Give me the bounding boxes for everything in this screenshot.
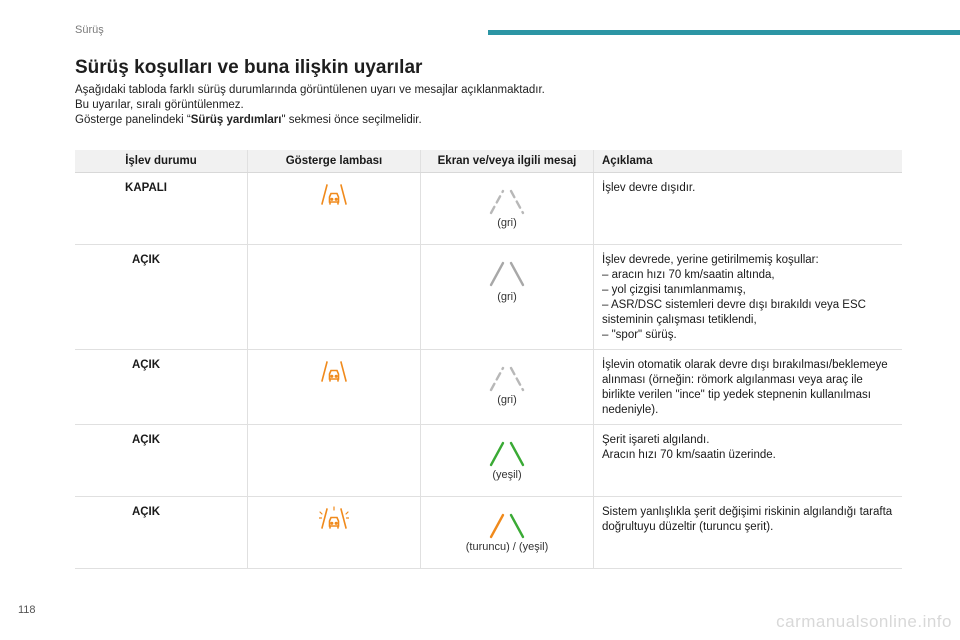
lane-lines-icon	[477, 257, 537, 287]
table-row	[75, 497, 902, 569]
intro-text	[75, 83, 545, 128]
description-cell	[594, 425, 903, 497]
description-line: Sistem yanlışlıkla şerit değişimi riskinin algılandığı tarafta doğrultuyu düzeltir (turuncu şerit).	[602, 506, 893, 533]
header-function-state: İşlev durumu	[75, 150, 248, 173]
intro-line-2: Bu uyarılar, sıralı görüntülenmez.	[75, 99, 244, 111]
lane-lines-icon	[477, 362, 537, 392]
table-row	[75, 173, 902, 245]
warning-lamp-cell	[248, 350, 421, 425]
screen-message-cell	[421, 425, 594, 497]
description-line: Aracın hızı 70 km/saatin üzerinde.	[602, 449, 776, 461]
description-line: – ASR/DSC sistemleri devre dışı bırakıldı veya ESC sisteminin çalışması tetiklendi,	[602, 299, 866, 326]
warning-table	[75, 150, 902, 569]
table-row	[75, 245, 902, 350]
screen-message-cell	[421, 497, 594, 569]
table-row	[75, 425, 902, 497]
function-state: AÇIK	[75, 245, 248, 350]
right-lane-line	[511, 263, 523, 285]
warning-lamp-cell	[248, 173, 421, 245]
description-line: İşlev devrede, yerine getirilmemiş koşullar:	[602, 254, 819, 266]
intro-line-3-pre: Gösterge panelindeki “	[75, 114, 191, 126]
description-cell	[594, 173, 903, 245]
right-lane-line	[511, 443, 523, 465]
header-screen-message: Ekran ve/veya ilgili mesaj	[421, 150, 594, 173]
line-color-note: (yeşil)	[492, 469, 522, 481]
page-title: Sürüş koşulları ve buna ilişkin uyarılar	[75, 57, 423, 78]
table-header-row	[75, 150, 902, 173]
warning-lamp-cell	[248, 497, 421, 569]
right-lane-line	[511, 191, 523, 213]
header-warning-lamp: Gösterge lambası	[248, 150, 421, 173]
function-state: KAPALI	[75, 173, 248, 245]
description-line: İşlev devre dışıdır.	[602, 182, 696, 194]
lane-warning-active-orange-icon	[319, 506, 349, 532]
header-description: Açıklama	[594, 150, 903, 173]
lane-lines-icon	[477, 185, 537, 215]
page-number: 118	[18, 604, 36, 616]
description-cell	[594, 350, 903, 425]
left-lane-line	[491, 263, 503, 285]
section-accent-bar	[488, 30, 960, 35]
function-state: AÇIK	[75, 425, 248, 497]
left-lane-line	[491, 515, 503, 537]
warning-lamp-cell	[248, 245, 421, 350]
screen-message-cell	[421, 173, 594, 245]
left-lane-line	[491, 368, 503, 390]
line-color-note: (turuncu) / (yeşil)	[465, 541, 549, 553]
right-lane-line	[511, 515, 523, 537]
screen-message-cell	[421, 245, 594, 350]
line-color-note: (gri)	[497, 217, 517, 229]
watermark: carmanualsonline.info	[776, 612, 952, 631]
line-color-note: (gri)	[497, 394, 517, 406]
table-row	[75, 350, 902, 425]
description-cell	[594, 497, 903, 569]
description-cell	[594, 245, 903, 350]
left-lane-line	[491, 191, 503, 213]
right-lane-line	[511, 368, 523, 390]
description-line: – aracın hızı 70 km/saatin altında,	[602, 269, 775, 281]
section-label: Sürüş	[75, 24, 104, 36]
screen-message-cell	[421, 350, 594, 425]
warning-lamp-cell	[248, 425, 421, 497]
line-color-note: (gri)	[497, 291, 517, 303]
driving-aids-tab-name: Sürüş yardımları	[190, 114, 282, 126]
intro-line-3-post: " sekmesi önce seçilmelidir.	[281, 114, 422, 126]
intro-line-3	[75, 113, 545, 128]
function-state: AÇIK	[75, 350, 248, 425]
description-line: – "spor" sürüş.	[602, 329, 677, 341]
lane-warning-orange-icon	[319, 359, 349, 385]
lane-warning-orange-icon	[319, 182, 349, 208]
function-state: AÇIK	[75, 497, 248, 569]
description-line: Şerit işareti algılandı.	[602, 434, 710, 446]
left-lane-line	[491, 443, 503, 465]
intro-line-1: Aşağıdaki tabloda farklı sürüş durumlarında görüntülenen uyarı ve mesajlar açıklanmaktadır.	[75, 84, 545, 96]
description-line: İşlevin otomatik olarak devre dışı bırakılması/beklemeye alınması (örneğin: römork algılanması veya araç ile birlikte verilen "ince" tip yedek stepnenin kullanılması nedeniyle).	[602, 359, 888, 416]
lane-lines-icon	[477, 509, 537, 539]
description-line: – yol çizgisi tanımlanmamış,	[602, 284, 746, 296]
lane-lines-icon	[477, 437, 537, 467]
